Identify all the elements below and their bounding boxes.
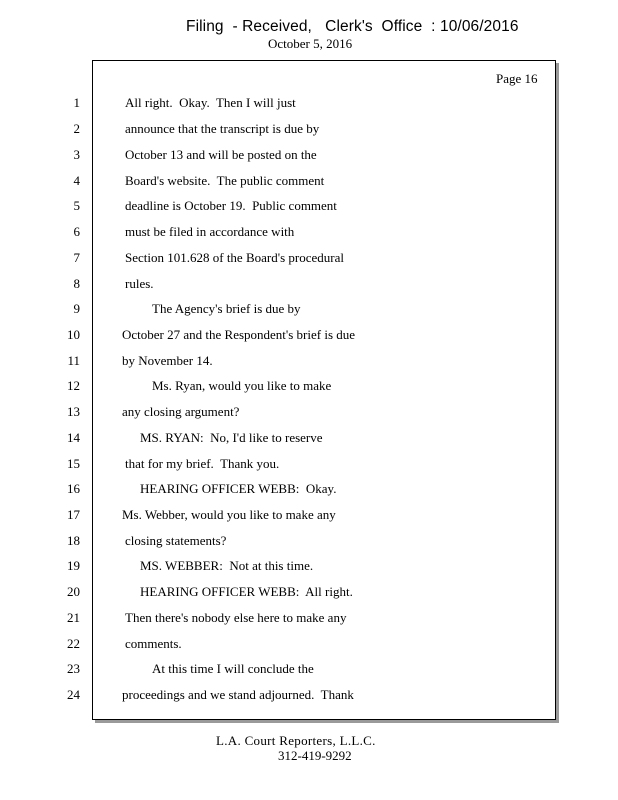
line-text: HEARING OFFICER WEBB: Okay. [140, 481, 337, 496]
line-text: rules. [125, 276, 154, 291]
line-number: 14 [67, 430, 80, 445]
court-reporter-phone: 312-419-9292 [278, 748, 352, 763]
line-text: October 13 and will be posted on the [125, 147, 317, 162]
line-text: by November 14. [122, 353, 213, 368]
court-reporter-name: L.A. Court Reporters, L.L.C. [216, 733, 376, 748]
line-number: 8 [73, 276, 80, 291]
line-number: 18 [67, 533, 80, 548]
line-number: 21 [67, 610, 80, 625]
line-number: 23 [67, 661, 80, 676]
filing-stamp: Filing - Received, Clerk's Office : 10/06/2016 [186, 18, 519, 35]
line-text: Section 101.628 of the Board's procedural [125, 250, 344, 265]
line-text: must be filed in accordance with [125, 224, 295, 239]
line-text: HEARING OFFICER WEBB: All right. [140, 584, 353, 599]
line-number: 12 [67, 378, 80, 393]
line-text: MS. RYAN: No, I'd like to reserve [140, 430, 323, 445]
line-text: All right. Okay. Then I will just [125, 95, 296, 110]
line-number: 17 [67, 507, 80, 522]
line-text: At this time I will conclude the [152, 661, 314, 676]
line-text: announce that the transcript is due by [125, 121, 320, 136]
page-number: Page 16 [496, 71, 538, 86]
line-text: Ms. Webber, would you like to make any [122, 507, 336, 522]
line-number: 1 [73, 95, 80, 110]
line-number: 11 [67, 353, 80, 368]
line-text: deadline is October 19. Public comment [125, 198, 337, 213]
line-number: 19 [67, 558, 80, 573]
line-text: The Agency's brief is due by [152, 301, 301, 316]
line-text: comments. [125, 636, 182, 651]
transcript-date: October 5, 2016 [268, 36, 353, 51]
line-number: 6 [73, 224, 80, 239]
line-number: 15 [67, 456, 80, 471]
line-number: 2 [73, 121, 80, 136]
line-number: 4 [73, 173, 80, 188]
line-number: 7 [73, 250, 80, 265]
line-number: 16 [67, 481, 80, 496]
line-text: closing statements? [125, 533, 227, 548]
line-text: MS. WEBBER: Not at this time. [140, 558, 314, 573]
line-number: 13 [67, 404, 80, 419]
line-number: 9 [73, 301, 80, 316]
line-number: 5 [73, 198, 80, 213]
line-number: 10 [67, 327, 80, 342]
line-text: Then there's nobody else here to make any [125, 610, 347, 625]
line-text: October 27 and the Respondent's brief is due [122, 327, 356, 342]
line-number: 24 [67, 687, 80, 702]
line-text: proceedings and we stand adjourned. Thank [122, 687, 354, 702]
line-text: Board's website. The public comment [125, 173, 325, 188]
line-text: any closing argument? [122, 404, 240, 419]
line-text: Ms. Ryan, would you like to make [152, 378, 332, 393]
line-number: 20 [67, 584, 80, 599]
line-text: that for my brief. Thank you. [125, 456, 280, 471]
line-number: 3 [73, 147, 80, 162]
line-number: 22 [67, 636, 80, 651]
